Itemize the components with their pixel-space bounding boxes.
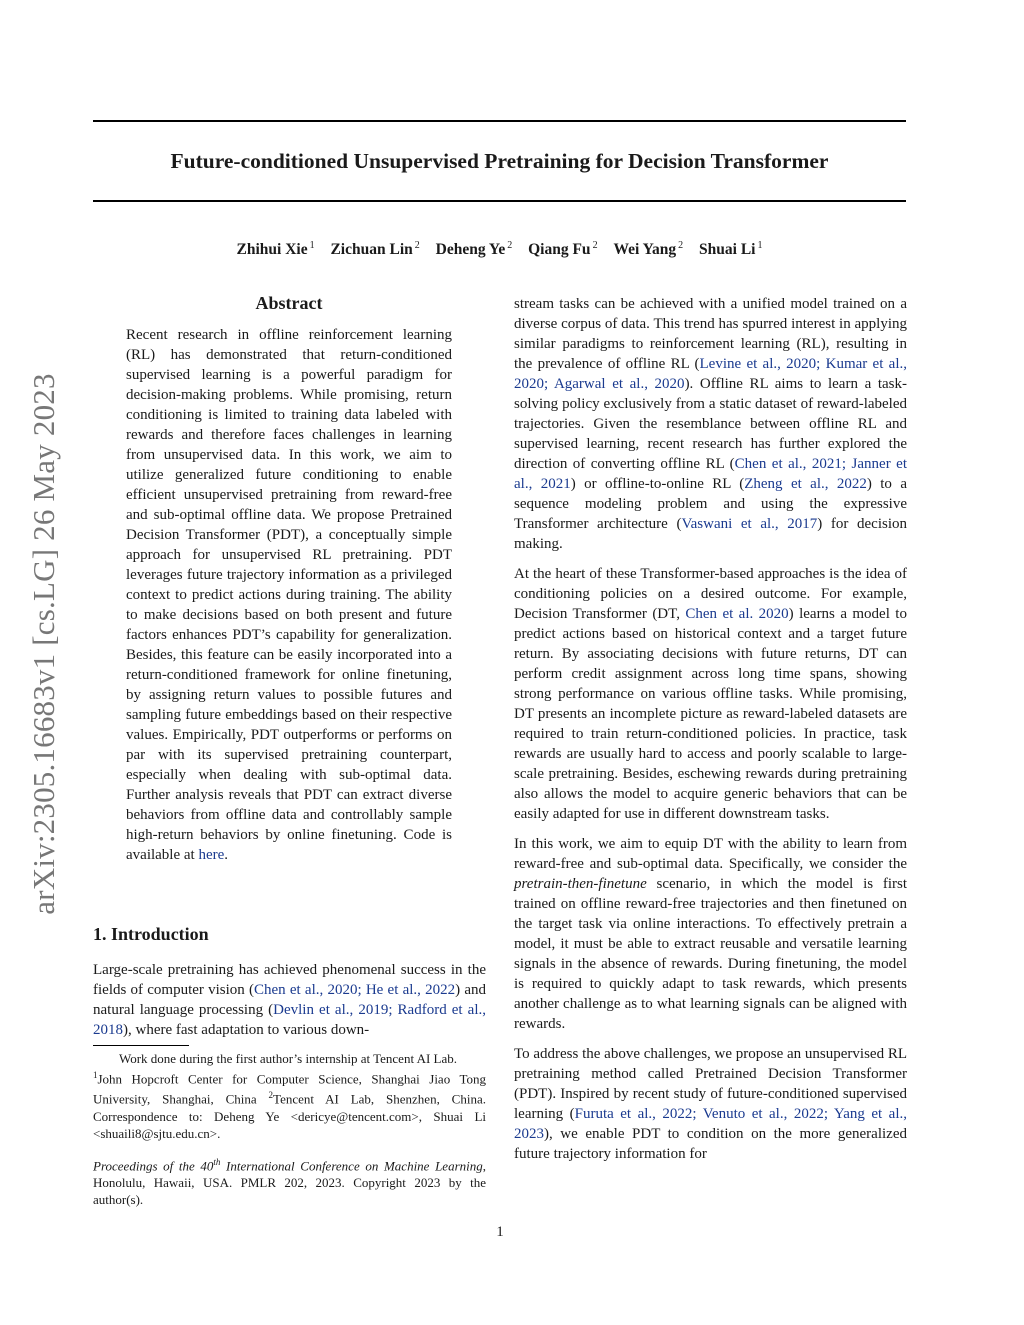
author: Shuai Li $^1$ xyxy=(699,240,763,259)
citation-link[interactable]: Chen et al., 2020; He et al., 2022 xyxy=(254,982,456,998)
title-rule-top xyxy=(93,120,906,122)
citation-link[interactable]: Levine et al., 2020; Kumar et al., 2020; Agarwal et al., 2020 xyxy=(514,356,907,392)
citation-link[interactable]: Chen et al., 2021; Janner et al., 2021 xyxy=(514,456,907,492)
body-paragraph: To address the above challenges, we propose an unsupervised RL pretraining method called Pretrained Decision Transformer (PDT). Inspired by recent study of future-conditioned supervised learning (Furuta et al., 2022; Venuto et al., 2022; Yang et al., 2023), we enable PDT to condition on the more generalized future trajectory information for xyxy=(514,1046,908,1162)
title-rule-bottom xyxy=(93,200,906,202)
introduction-heading: 1. Introduction xyxy=(93,924,209,944)
body-paragraph: In this work, we aim to equip DT with the ability to learn from reward-free and sub-optimal data. Specifically, we consider the pretrain-then-finetune scenario, in which the model is first trained on offline reward-free trajectories and then finetuned on the target task via online interactions. To effectively pretrain a model, it must be able to extract reusable and versatile learning signals in the absence of rewards. During finetuning, the model is required to quickly adapt to task rewards, which presents another challenge as to what learning signals can be aligned with rewards. xyxy=(514,836,907,1032)
intro-paragraph: Large-scale pretraining has achieved phenomenal success in the fields of computer vision (Chen et al., 2020; He et al., 2022) and natural language processing (Devlin et al., 2019; Radford et al., 2018), where fast adaptation to various down- xyxy=(93,962,486,1038)
abstract-heading: Abstract xyxy=(255,293,323,313)
author: Deheng Ye $^2$ xyxy=(435,240,513,259)
affiliation-mark: 2 xyxy=(507,240,513,251)
citation-link[interactable]: Vaswani et al., 2017 xyxy=(681,516,818,532)
affiliation-mark: 1 xyxy=(757,240,763,251)
page-number: 1 xyxy=(496,1224,504,1240)
author: Zhihui Xie $^1$ xyxy=(236,240,315,259)
affiliation-mark: 2 xyxy=(678,240,684,251)
introduction-section xyxy=(93,922,486,1040)
affiliation-mark: 2 xyxy=(414,240,420,251)
emphasis: pretrain-then-finetune xyxy=(514,876,647,892)
footnote-work-note: Work done during the first author’s internship at Tencent AI Lab. xyxy=(119,1051,458,1066)
body-paragraph: stream tasks can be achieved with a unified model trained on a diverse corpus of data. This trend has spurred interest in applying similar paradigms to reinforcement learning (RL), resulting in the prevalence of offline RL (Levine et al., 2020; Kumar et al., 2020; Agarwal et al., 2020). Offline RL aims to learn a task-solving policy exclusively from a static dataset of reward-labeled trajectories. Given the resemblance between offline RL and supervised learning, recent research has further explored the direction of converting offline RL (Chen et al., 2021; Janner et al., 2021) or offline-to-online RL (Zheng et al., 2022) to a sequence modeling problem and using the expressive Transformer architecture (Vaswani et al., 2017) for decision making. xyxy=(514,296,907,552)
author: Qiang Fu $^2$ xyxy=(528,240,598,259)
abstract-section xyxy=(126,292,452,865)
footnotes xyxy=(93,1050,486,1208)
footnote-proceedings: Proceedings of the 40th International Conference on Machine Learning, Honolulu, Hawaii, USA. PMLR 202, 2023. Copyright 2023 by the author(s). xyxy=(93,1156,486,1207)
author-list xyxy=(93,236,906,260)
abstract-text: Recent research in offline reinforcement learning (RL) has demonstrated that return-conditioned supervised learning is a powerful paradigm for decision-making problems. While promising, return conditioning is limited to training data labeled with rewards and therefore faces challenges in learning from unsupervised data. In this work, we aim to utilize generalized future conditioning to enable efficient unsupervised pretraining from reward-free and sub-optimal offline data. We propose Pretrained Decision Transformer (PDT), a conceptually simple approach for unsupervised RL pretraining. PDT leverages future trajectory information as a privileged context to predict actions during training. The ability to make decisions based on both present and future factors enhances PDT’s capability for generalization. Besides, this feature can be easily incorporated into a return-conditioned framework for online finetuning, by assigning return values to possible futures and sampling future embeddings based on their respective values. Empirically, PDT outperforms or performs on par with its supervised pretraining counterpart, especially when dealing with sub-optimal data. Further analysis reveals that PDT can extract diverse behaviors from offline data and controllably sample high-return behaviors by online finetuning. Code is available at here. xyxy=(126,327,452,863)
citation-link[interactable]: Chen et al. 2020 xyxy=(685,606,789,622)
affiliation-mark: 1 xyxy=(309,240,315,251)
affiliation-mark: 2 xyxy=(592,240,598,251)
footnote-rule xyxy=(93,1045,189,1046)
paper-title: Future-conditioned Unsupervised Pretraining for Decision Transformer xyxy=(170,149,829,173)
citation-link[interactable]: Zheng et al., 2022 xyxy=(744,476,867,492)
right-column xyxy=(514,294,907,1164)
citation-link[interactable]: Devlin et al., 2019; Radford et al., 2018 xyxy=(93,1002,486,1038)
author: Wei Yang $^2$ xyxy=(613,240,684,259)
arxiv-stamp: arXiv:2305.16683v1 [cs.LG] 26 May 2023 xyxy=(26,373,61,915)
code-link[interactable]: here xyxy=(198,847,225,863)
author: Zichuan Lin $^2$ xyxy=(330,240,420,259)
citation-link[interactable]: Furuta et al., 2022; Venuto et al., 2022; Yang et al., 2023 xyxy=(514,1106,908,1142)
body-paragraph: At the heart of these Transformer-based approaches is the idea of conditioning policies on a desired outcome. For example, Decision Transformer (DT, Chen et al. 2020) learns a model to predict actions based on historical context and a target future return. By associating decisions with future returns, DT can perform credit assignment across long time spans, showing strong performance on various offline tasks. While promising, DT presents an incomplete picture as reward-labeled datasets are required to train return-conditioned policies. In practice, task rewards are usually hard to access and poorly scalable to large-scale pretraining. Besides, eschewing rewards during pretraining also allows the model to acquire generic behaviors that can be easily adapted for use in different downstream tasks. xyxy=(514,566,907,822)
footnote-affiliations: $^1$John Hopcroft Center for Computer Science, Shanghai Jiao Tong University, Shanghai, China $^2$Tencent AI Lab, Shenzhen, China. Correspondence to: Deheng Ye <dericye@tencent.com>, Shuai Li <shuaili8@sjtu.edu.cn>. xyxy=(93,1070,486,1141)
